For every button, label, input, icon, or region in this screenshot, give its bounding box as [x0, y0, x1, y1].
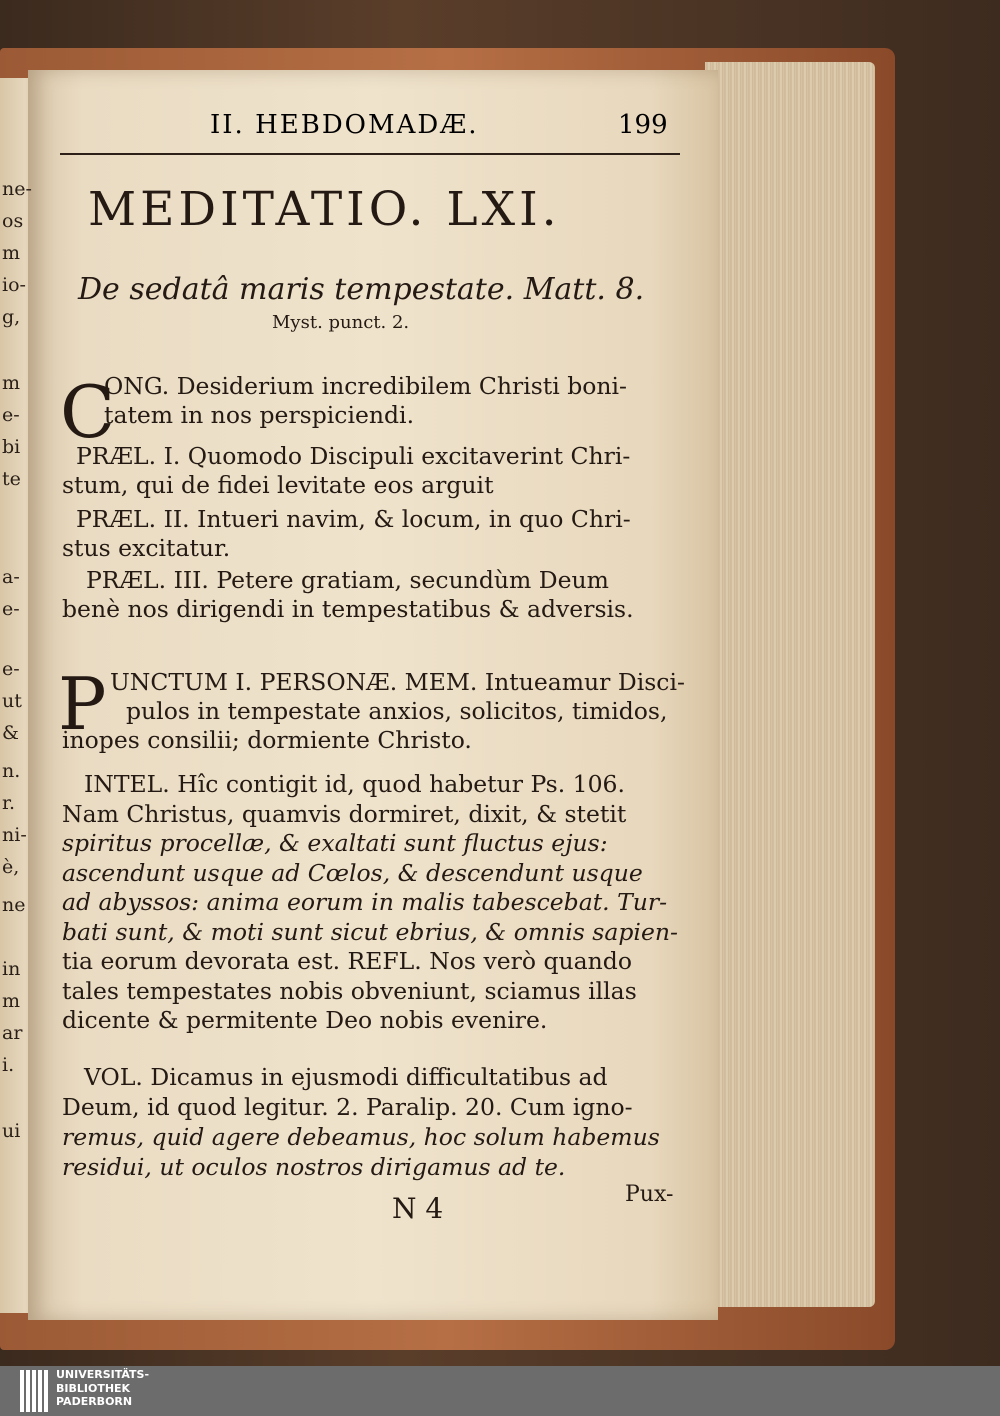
- gutter-fragment: io-: [2, 274, 26, 296]
- library-name-line: BIBLIOTHEK: [56, 1381, 131, 1395]
- text-line: ad abyssos: anima eorum in malis tabescebat. Tur-: [62, 888, 668, 916]
- text-line: ONG. Desiderium incredibilem Christi boni-: [104, 372, 628, 400]
- gutter-fragment: ni-: [2, 824, 27, 846]
- vol-paragraph: [62, 1062, 690, 1182]
- text-line: VOL. Dicamus in ejusmodi difficultatibus ad: [84, 1063, 608, 1091]
- prael-1-paragraph: [62, 442, 690, 500]
- page-edges: [705, 62, 875, 1307]
- text-line: benè nos dirigendi in tempestatibus & adversis.: [62, 595, 634, 623]
- mystery-reference: Myst. punct. 2.: [272, 312, 410, 333]
- header-rule: [60, 153, 680, 155]
- gutter-fragment: &: [2, 722, 19, 744]
- text-line: remus, quid agere debeamus, hoc solum habemus: [62, 1123, 660, 1151]
- text-line: PRÆL. III. Petere gratiam, secundùm Deum: [86, 566, 609, 594]
- gutter-fragment: e-: [2, 598, 20, 620]
- page-number: 199: [618, 110, 668, 140]
- punctum-paragraph: [62, 668, 690, 755]
- text-line: inopes consilii; dormiente Christo.: [62, 726, 472, 754]
- meditation-subtitle: De sedatâ maris tempestate. Matt. 8.: [78, 272, 645, 307]
- text-line: pulos in tempestate anxios, solicitos, timidos,: [126, 697, 668, 725]
- text-line: stus excitatur.: [62, 534, 231, 562]
- gutter-fragment: r.: [2, 792, 16, 814]
- text-line: Deum, id quod legitur. 2. Paralip. 20. Cum igno-: [62, 1093, 633, 1121]
- gutter-fragment: m: [2, 990, 21, 1012]
- text-line: bati sunt, & moti sunt sicut ebrius, & omnis sapien-: [62, 917, 678, 946]
- prael-2-paragraph: [62, 505, 690, 563]
- gutter-fragment: i.: [2, 1054, 15, 1076]
- text-line: tia eorum devorata est. REFL. Nos verò quando: [62, 947, 633, 975]
- library-footer-bar: [0, 1366, 1000, 1416]
- running-head: II. HEBDOMADÆ.: [210, 110, 479, 140]
- gutter-fragment: in: [2, 958, 21, 980]
- gutter-fragment: te: [2, 468, 21, 490]
- library-name-line: UNIVERSITÄTS-: [56, 1368, 150, 1381]
- gutter-fragment: è,: [2, 856, 20, 878]
- drop-cap-p: P: [58, 662, 107, 746]
- library-logo-icon: [20, 1370, 50, 1412]
- text-line: UNCTUM I. PERSONÆ. MEM. Intueamur Disci-: [110, 668, 685, 696]
- gutter-fragment: m: [2, 242, 21, 264]
- gutter-fragment: ne: [2, 894, 26, 916]
- text-line: INTEL. Hîc contigit id, quod habetur Ps. 106.: [84, 770, 625, 798]
- library-name: [56, 1368, 149, 1409]
- catchword: Pux-: [625, 1182, 674, 1207]
- gutter-fragment: e-: [2, 404, 20, 426]
- gutter-fragment: ut: [2, 690, 22, 712]
- gutter-fragment: e-: [2, 658, 20, 680]
- gutter-fragment: a-: [2, 566, 20, 588]
- gutter-fragment: ar: [2, 1022, 23, 1044]
- prael-3-paragraph: [62, 566, 690, 624]
- gutter-fragment: ui: [2, 1120, 21, 1142]
- cong-paragraph: [104, 372, 684, 430]
- text-line: stum, qui de fidei levitate eos arguit: [62, 471, 494, 499]
- text-line: dicente & permitente Deo nobis evenire.: [62, 1006, 548, 1034]
- text-line: residui, ut oculos nostros dirigamus ad te.: [62, 1153, 566, 1181]
- intel-paragraph: [62, 770, 690, 1036]
- text-line: ascendunt usque ad Cœlos, & descendunt usque: [62, 858, 643, 887]
- text-line: tatem in nos perspiciendi.: [104, 401, 415, 429]
- gutter-fragment: bi: [2, 436, 21, 458]
- signature-mark: N 4: [392, 1192, 444, 1225]
- text-line: tales tempestates nobis obveniunt, sciamus illas: [62, 976, 637, 1005]
- text-line: PRÆL. I. Quomodo Discipuli excitaverint Chri-: [76, 442, 631, 470]
- gutter-fragment: g,: [2, 306, 21, 328]
- drop-cap-c: C: [60, 370, 116, 454]
- text-line: PRÆL. II. Intueri navim, & locum, in quo Chri-: [76, 505, 631, 533]
- library-name-line: PADERBORN: [56, 1395, 133, 1408]
- gutter-fragment: os: [2, 210, 24, 232]
- gutter-fragment: ne-: [2, 178, 32, 200]
- gutter-fragment: n.: [2, 760, 21, 782]
- text-line: Nam Christus, quamvis dormiret, dixit, & stetit: [62, 799, 627, 828]
- gutter-fragment: m: [2, 372, 21, 394]
- running-header: [70, 110, 680, 160]
- text-line: spiritus procellæ, & exaltati sunt fluctus ejus:: [62, 829, 608, 857]
- meditation-title: MEDITATIO. LXI.: [88, 182, 561, 237]
